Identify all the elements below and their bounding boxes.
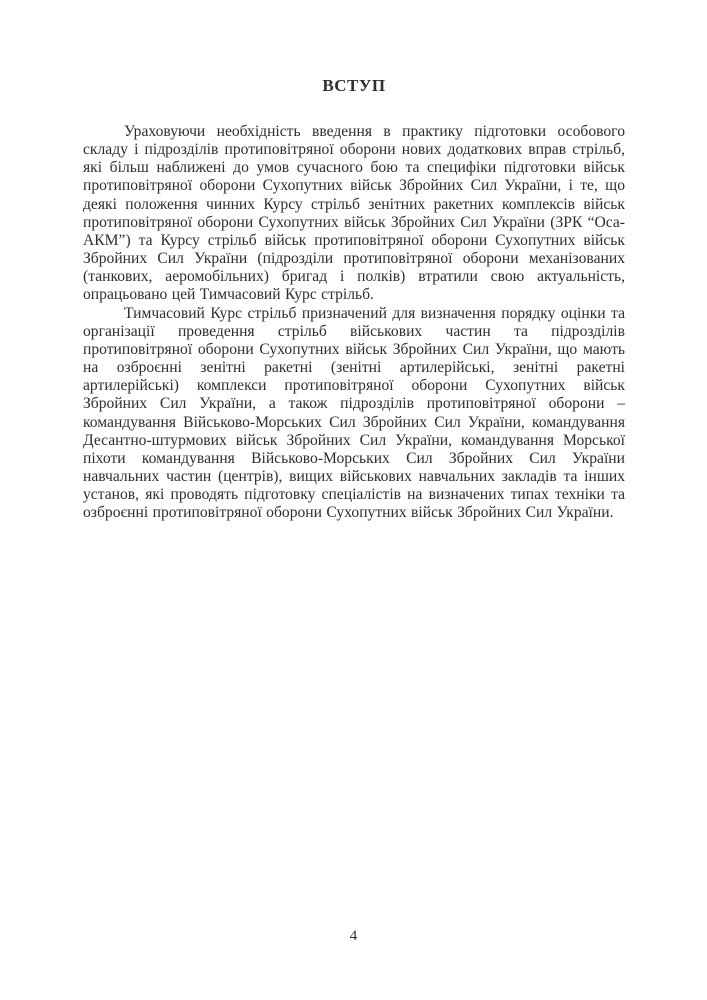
paragraph-2: Тимчасовий Курс стрільб призначений для визначення порядку оцінки та організації проведення стрільб військових частин та підрозділів протиповітряної оборони Сухопутних військ Збройних Сил України, що мають на озброєнні зенітні ракетні (зенітні артилерійські, зенітні ракетні артилерійські) комплекси протиповітряної оборони Сухопутних військ Збройних Сил України, а також підрозділів протиповітряної оборони – командування Військово-Морських Сил Збройних Сил України, командування Десантно-штурмових військ Збройних Сил України, командування Морської піхоти командування Військово-Морських Сил Збройних Сил України навчальних частин (центрів), вищих військових навчальних закладів та інших установ, які проводять підготовку спеціалістів на визначених типах техніки та озброєнні протиповітряної оборони Сухопутних військ Збройних Сил України. xyxy=(83,304,625,522)
document-title: ВСТУП xyxy=(322,76,386,95)
document-body xyxy=(83,76,625,522)
paragraph-1: Ураховуючи необхідність введення в практику підготовки особового складу і підрозділів протиповітряної оборони нових додаткових вправ стрільб, які більш наближені до умов сучасного бою та специфіки підготовки військ протиповітряної оборони Сухопутних військ Збройних Сил України, і те, що деякі положення чинних Курсу стрільб зенітних ракетних комплексів військ протиповітряної оборони Сухопутних військ Збройних Сил України (ЗРК “Оса-АКМ”) та Курсу стрільб військ протиповітряної оборони Сухопутних військ Збройних Сил України (підрозділи протиповітряної оборони механізованих (танкових, аеромобільних) бригад і полків) втратили свою актуальність, опрацьовано цей Тимчасовий Курс стрільб. xyxy=(83,123,625,304)
page-number: 4 xyxy=(349,928,358,944)
